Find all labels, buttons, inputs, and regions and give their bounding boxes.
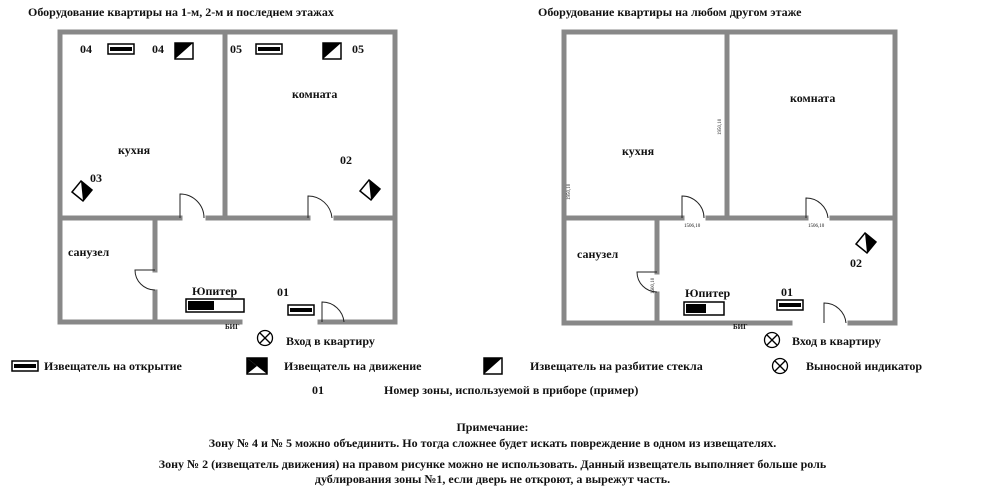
right-floor-plan — [564, 32, 895, 323]
dimension-label: 1950,10 — [567, 183, 572, 200]
glass-break-sensor-zone04 — [175, 43, 193, 59]
right-door-swings — [637, 196, 846, 323]
legend-motion-label: Извещатель на движение — [284, 359, 422, 373]
open-sensor-zone01 — [288, 305, 314, 315]
zone-label-05a: 05 — [230, 42, 242, 56]
bathroom-label: санузел — [68, 245, 110, 259]
remote-indicator-right — [765, 333, 780, 348]
big-label: БИГ — [225, 323, 240, 331]
remote-indicator-left — [258, 331, 273, 346]
motion-sensor-zone02-right — [856, 233, 876, 253]
notes-line2: Зону № 2 (извещатель движения) на правом рисунке можно не использовать. Данный извещатель выполняет больше роль — [158, 457, 827, 471]
entrance-label-right: Вход в квартиру — [792, 334, 881, 348]
zone-label-02-right: 02 — [850, 256, 862, 270]
left-floor-plan — [60, 32, 395, 322]
legend-glass-label: Извещатель на разбитие стекла — [530, 359, 703, 373]
zone-label-01-right: 01 — [781, 285, 793, 299]
motion-sensor-zone03 — [72, 181, 92, 201]
panel-jupiter-left — [186, 299, 244, 312]
dimension-label: 1506,10 — [684, 224, 701, 229]
zone-label-01: 01 — [277, 285, 289, 299]
notes-line3: дублирования зоны №1, если дверь не откроют, а вырежут часть. — [314, 472, 671, 486]
legend-open-icon — [12, 361, 38, 371]
notes-line1: Зону № 4 и № 5 можно объединить. Но тогда сложнее будет искать повреждение в одном из извещателях. — [208, 436, 777, 450]
open-sensor-zone05 — [256, 44, 282, 54]
dimension-label: 1950,10 — [718, 118, 723, 135]
legend-remote-label: Выносной индикатор — [806, 359, 923, 373]
legend-zone-number: 01 — [312, 383, 324, 397]
motion-sensor-zone02 — [360, 180, 380, 200]
room-label-right: комната — [790, 91, 836, 105]
room-label: комната — [292, 87, 338, 101]
glass-break-sensor-zone05 — [323, 43, 341, 59]
entrance-label: Вход в квартиру — [286, 334, 375, 348]
bathroom-label-right: санузел — [577, 247, 619, 261]
zone-label-02: 02 — [340, 153, 352, 167]
panel-label: Юпитер — [192, 284, 238, 298]
dimension-label: 1600,10 — [651, 277, 656, 294]
open-sensor-zone01-right — [777, 300, 803, 310]
kitchen-label: кухня — [118, 143, 151, 157]
right-title: Оборудование квартиры на любом другом этаже — [538, 5, 802, 19]
legend-glass-icon — [484, 358, 502, 374]
zone-label-05b: 05 — [352, 42, 364, 56]
left-title: Оборудование квартиры на 1-м, 2-м и последнем этажах — [28, 5, 334, 19]
legend-remote-icon — [773, 359, 788, 374]
panel-label-right: Юпитер — [685, 286, 731, 300]
notes-heading: Примечание: — [456, 420, 529, 434]
kitchen-label-right: кухня — [622, 144, 655, 158]
legend-motion-icon — [247, 358, 267, 374]
big-label-right: БИГ — [733, 323, 748, 331]
open-sensor-zone04 — [108, 44, 134, 54]
dimension-label: 1506,10 — [808, 224, 825, 229]
legend-zone-text: Номер зоны, используемой в приборе (пример) — [384, 383, 639, 397]
zone-label-04a: 04 — [80, 42, 92, 56]
zone-label-04b: 04 — [152, 42, 164, 56]
panel-jupiter-right — [684, 302, 724, 315]
zone-label-03: 03 — [90, 171, 102, 185]
legend-open-label: Извещатель на открытие — [44, 359, 182, 373]
